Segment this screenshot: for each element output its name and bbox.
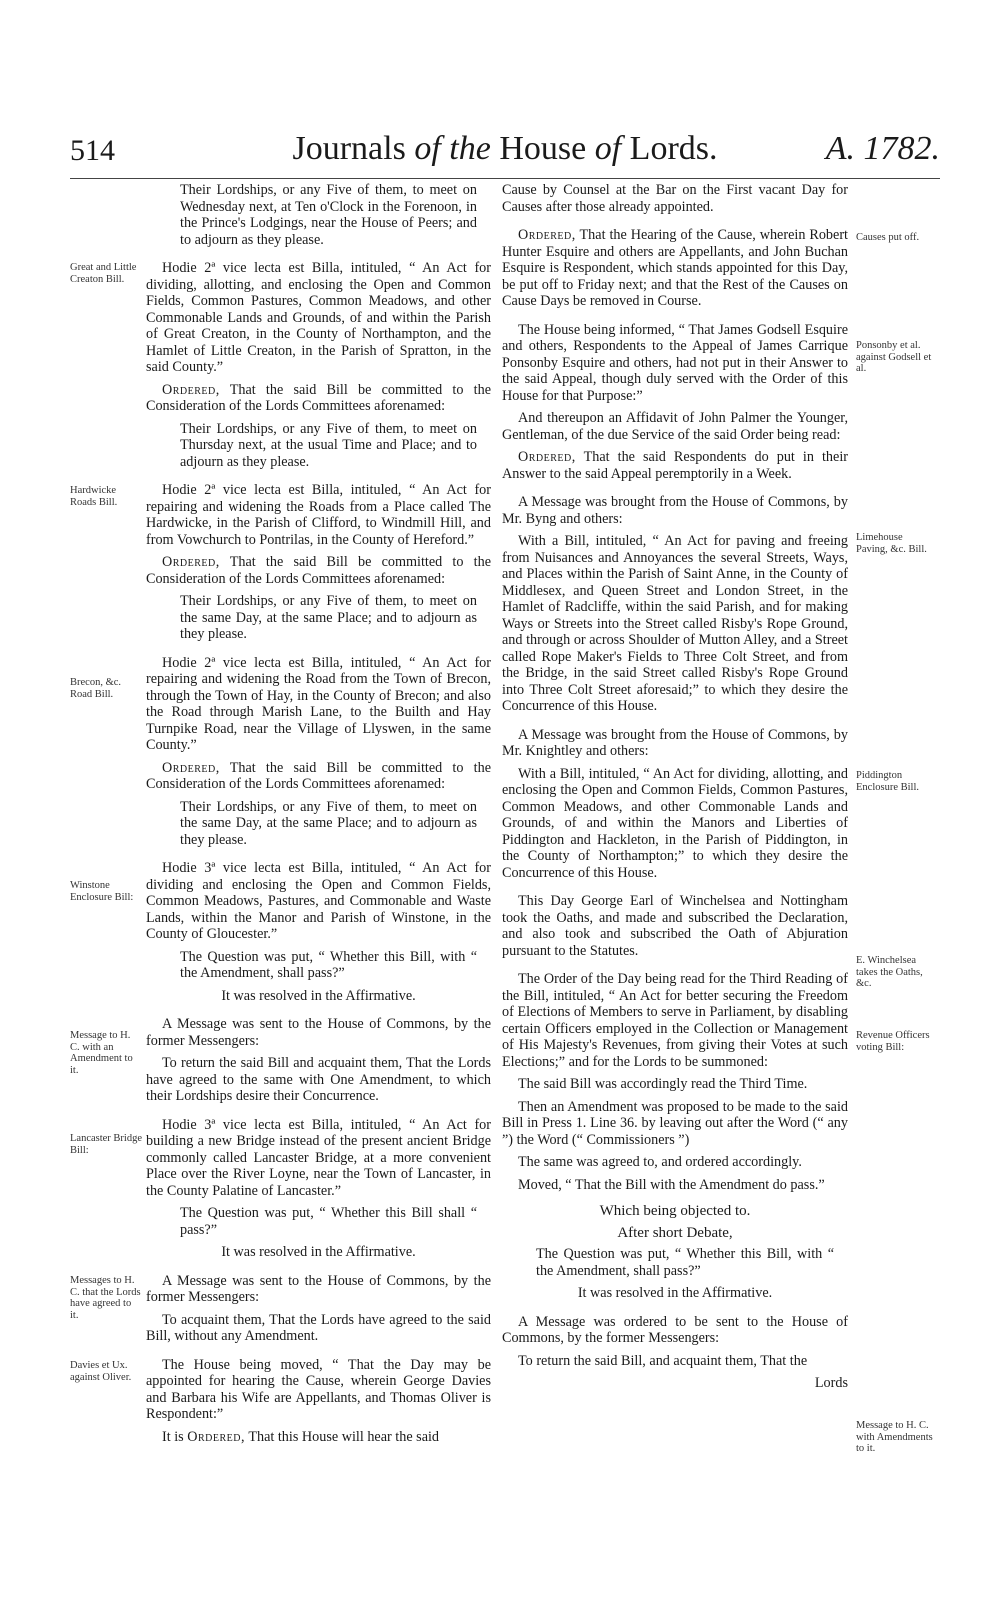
paragraph: Cause by Counsel at the Bar on the First vacant Day for Causes after those already appointed. [502, 182, 848, 215]
catchword: Lords [814, 1375, 848, 1391]
paragraph: Ordered, That the Hearing of the Cause, wherein Robert Hunter Esquire and others are Appellants, and John Buchan Esquire is Respondent, which stands appointed for this Day, be put off to Friday next; and that the Rest of the Causes on Cause Days be removed in Course. [502, 227, 848, 309]
question: The Question was put, “ Whether this Bill, with “ the Amendment, shall pass?” [536, 1246, 834, 1279]
paragraph: To return the said Bill and acquaint them, That the Lords have agreed to the same with One Amendment, to which their Lordships desire their Concurrence. [146, 1055, 491, 1104]
paragraph: It is Ordered, That this House will hear the said [162, 1428, 440, 1445]
left-column [146, 182, 491, 1451]
paragraph: The said Bill was accordingly read the Third Time. [518, 1076, 808, 1092]
margin-note: Ponsonby et al. against Godsell et al. [856, 340, 932, 374]
margin-note: Causes put off. [856, 232, 920, 243]
margin-note: Message to H. C. with an Amendment to it. [70, 1030, 133, 1076]
header-rule [70, 178, 940, 179]
question: The Question was put, “ Whether this Bill, with “ the Amendment, shall pass?” [180, 948, 477, 981]
paragraph: Their Lordships, or any Five of them, to meet on Wednesday next, at Ten o'Clock in the Forenoon, in the Prince's Lodgings, near the House of Peers; and to adjourn as they please. [180, 182, 477, 248]
paragraph: A Message was sent to the House of Commons, by the former Messengers: [146, 1272, 491, 1305]
paragraph: A Message was brought from the House of Commons, by Mr. Knightley and others: [502, 726, 848, 759]
question: The Question was put, “ Whether this Bill shall “ pass?” [180, 1205, 477, 1238]
margin-note: Piddington Enclosure Bill. [856, 770, 919, 793]
centered-line: After short Debate, [617, 1224, 733, 1241]
page-header [70, 128, 940, 178]
margin-note: Winstone Enclosure Bill: [70, 880, 134, 903]
paragraph: A Message was brought from the House of Commons, by Mr. Byng and others: [502, 494, 848, 527]
resolution: It was resolved in the Affirmative. [221, 987, 416, 1004]
margin-note: Message to H. C. with Amendments to it. [856, 1420, 933, 1454]
paragraph: Ordered, That the said Bill be committed to the Consideration of the Lords Committees aforenamed: [146, 554, 491, 587]
paragraph: Ordered, That the said Respondents do put in their Answer to the said Appeal peremptorily in a Week. [502, 449, 848, 482]
paragraph: To acquaint them, That the Lords have agreed to the said Bill, without any Amendment. [146, 1311, 491, 1344]
paragraph: Ordered, That the said Bill be committed to the Consideration of the Lords Committees aforenamed: [146, 381, 491, 414]
resolution: It was resolved in the Affirmative. [577, 1285, 773, 1301]
margin-note: Hardwicke Roads Bill. [70, 485, 118, 508]
paragraph: The House being informed, “ That James Godsell Esquire and others, Respondents to the Appeal of James Carrique Ponsonby Esquire and others, had not put in their Answer to the said Appeal, though duly served with the Order of this House for that Purpose:” [502, 321, 848, 404]
margin-note: Brecon, &c. Road Bill. [70, 677, 122, 700]
paragraph: A Message was sent to the House of Commons, by the former Messengers: [146, 1016, 491, 1049]
resolution: It was resolved in the Affirmative. [221, 1244, 416, 1260]
paragraph: Hodie 2ª vice lecta est Billa, intituled, “ An Act for dividing, allotting, and enclosing the Open and Common Fields, Common Pastures, Common Meadows, and other Commonable Lands and Grounds, of and within the Parish of Great Creaton, in the County of Northampton, and the Hamlet of Little Creaton, in the Parish of Spratton, in the said County.” [146, 260, 491, 375]
paragraph: Their Lordships, or any Five of them, to meet on Thursday next, at the usual Time and Place; and to adjourn as they please. [180, 420, 477, 470]
paragraph: To return the said Bill, and acquaint them, That the [518, 1352, 808, 1369]
paragraph: The Order of the Day being read for the Third Reading of the Bill, intituled, “ An Act for better securing the Freedom of Elections of Members to serve in Parliament, by disabling certain Officers employed in the Collection or Management of His Majesty's Revenues, from giving their Votes at such Elections;” and for the Lords to be summoned: [502, 971, 848, 1070]
margin-note: Great and Little Creaton Bill. [70, 262, 137, 285]
paragraph: A Message was ordered to be sent to the House of Commons, by the former Messengers: [502, 1313, 848, 1346]
margin-note: Davies et Ux. against Oliver. [70, 1360, 132, 1383]
page-number: 514 [70, 134, 115, 167]
margin-note: Messages to H. C. that the Lords have agreed to it. [70, 1275, 141, 1321]
paragraph: With a Bill, intituled, “ An Act for dividing, allotting, and enclosing the Open and Common Fields, Common Pastures, Common Meadows, and other Commonable Lands and Grounds, of and within the Manors and Liberties of Piddington and Hackleton, in the Parish of Piddington, in the County of Northampton;” to which they desire the Concurrence of this House. [502, 765, 848, 881]
paragraph: With a Bill, intituled, “ An Act for paving and freeing from Nuisances and Annoyances the several Streets, Ways, and Places within the Parish of Saint Anne, in the County of Middlesex, and Queen Street and London Street, in the Hamlet of Radcliffe, within the said Parish, and for making Ways or Streets into the Street called Risby's Rope Ground, and through or across Shoulder of Mutton Alley, and a Street called Rope Maker's Fields to Three Colt Street, and from the Bridge, in the said Street called Risby's Rope Ground into Three Colt Street aforesaid;” to which they desire the Concurrence of this House. [502, 533, 848, 714]
paragraph: Then an Amendment was proposed to be made to the said Bill in Press 1. Line 36. by leaving out after the Word (“ any ”) the Word (“ Commissioners ”) [502, 1098, 848, 1148]
paragraph: And thereupon an Affidavit of John Palmer the Younger, Gentleman, of the due Service of the said Order being read: [502, 410, 848, 443]
margin-note: Limehouse Paving, &c. Bill. [856, 532, 927, 555]
paragraph: The same was agreed to, and ordered accordingly. [518, 1154, 802, 1170]
paragraph: Hodie 3ª vice lecta est Billa, intituled, “ An Act for dividing and enclosing the Open and Common Fields, Common Meadows, Pastures, and Commonable and Waste Lands, within the Manor and Parish of Winstone, in the County of Gloucester.” [146, 860, 491, 942]
paragraph: Their Lordships, or any Five of them, to meet on the same Day, at the same Place; and to adjourn as they please. [180, 593, 477, 642]
journal-title: Journals of the House of Lords. [292, 130, 718, 167]
year: A. 1782. [825, 130, 940, 167]
paragraph: Moved, “ That the Bill with the Amendment do pass.” [518, 1176, 825, 1193]
paragraph: The House being moved, “ That the Day may be appointed for hearing the Cause, wherein George Davies and Barbara his Wife are Appellants, and Thomas Oliver is Respondent:” [146, 1356, 491, 1422]
paragraph: Their Lordships, or any Five of them, to meet on the same Day, at the same Place; and to adjourn as they please. [180, 798, 477, 848]
paragraph: Hodie 2ª vice lecta est Billa, intituled, “ An Act for repairing and widening the Roads from a Place called The Hardwicke, in the Parish of Clifford, to Windmill Hill, and from Vowchurch to Pontrilas, in the County of Hereford.” [146, 482, 491, 548]
centered-line: Which being objected to. [599, 1203, 751, 1219]
paragraph: Hodie 3ª vice lecta est Billa, intituled, “ An Act for building a new Bridge instead of the present ancient Bridge commonly called Lancaster Bridge, at a more convenient Place over the River Loyne, near the Town of Lancaster, in the County Palatine of Lancaster.” [146, 1116, 491, 1199]
paragraph: Hodie 2ª vice lecta est Billa, intituled, “ An Act for repairing and widening the Road from the Town of Brecon, through the Town of Hay, in the County of Brecon; and also the Road through Marish Lane, to the Builth and Hay Turnpike Road, near the Village of Llyswen, in the same County.” [146, 654, 491, 753]
paragraph: This Day George Earl of Winchelsea and Nottingham took the Oaths, and made and subscribed the Declaration, and also took and subscribed the Oath of Abjuration pursuant to the Statutes. [502, 893, 848, 959]
margin-note: E. Winchelsea takes the Oaths, &c. [856, 955, 923, 989]
margin-note: Lancaster Bridge Bill: [70, 1133, 143, 1156]
right-column [502, 182, 848, 1398]
paragraph: Ordered, That the said Bill be committed to the Consideration of the Lords Committees aforenamed: [146, 759, 491, 792]
margin-note: Revenue Officers voting Bill: [856, 1030, 930, 1053]
